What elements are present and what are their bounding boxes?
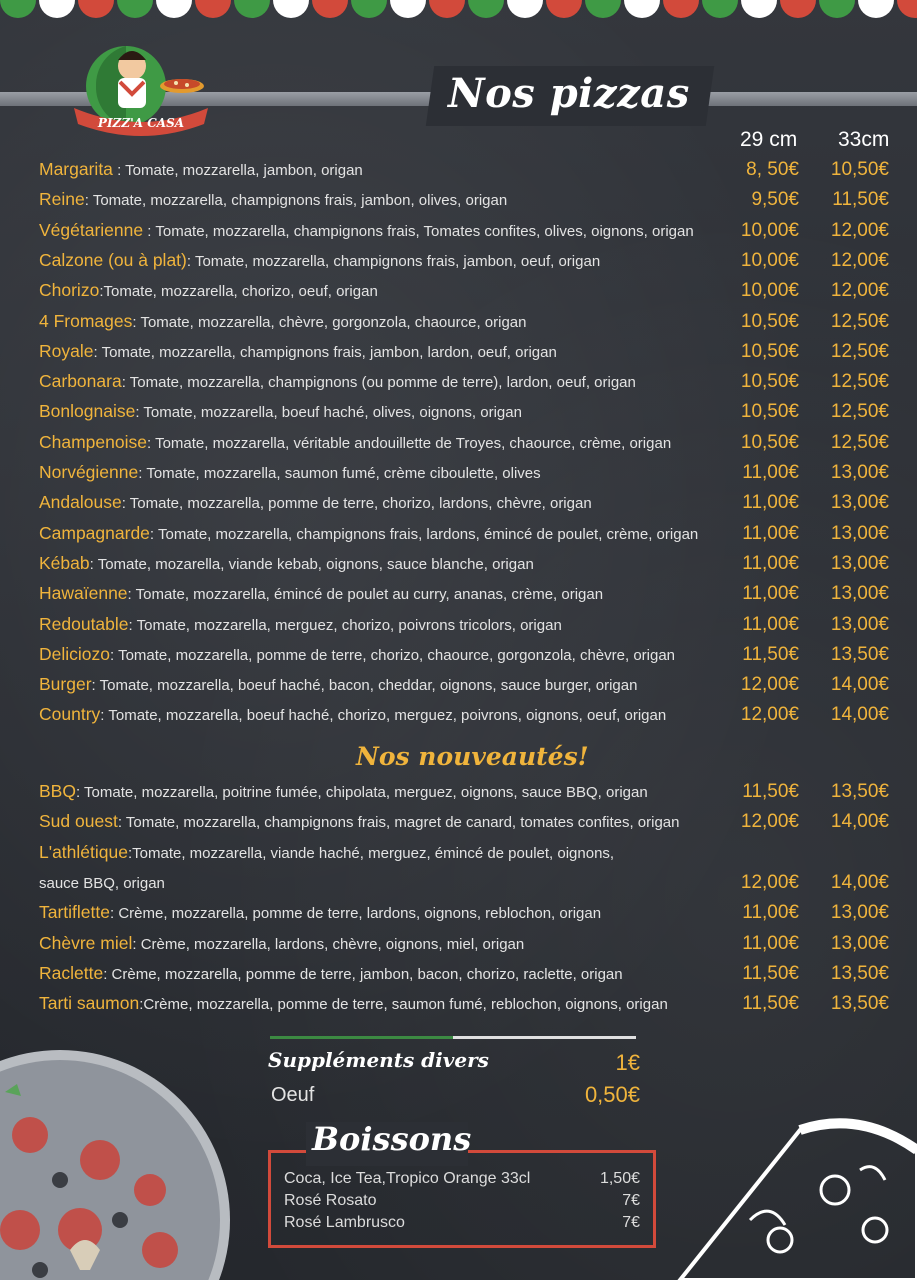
- pizza-name: Deliciozo: [39, 643, 110, 664]
- pizza-name: Redoutable: [39, 613, 129, 634]
- pizza-name: Margarita: [39, 159, 113, 179]
- pizza-name: Kébab: [39, 552, 90, 573]
- drink-item: [284, 1170, 640, 1188]
- scallop: [429, 0, 465, 18]
- pizza-description: Tomate, mozzarella, champignons frais, jambon, lardon, oeuf, origan: [101, 343, 557, 361]
- pizza-separator: :: [186, 252, 195, 270]
- price-33: 13,50€: [830, 643, 889, 665]
- drink-label: Rosé Lambrusco: [284, 1214, 405, 1231]
- price-29: 11,00€: [742, 522, 799, 544]
- menu-row: [39, 644, 889, 674]
- scallop: [234, 0, 270, 18]
- pizza-separator: :: [127, 844, 133, 862]
- pizza-separator: :: [139, 996, 144, 1014]
- price-33: 14,00€: [830, 811, 889, 833]
- price-33: 14,00€: [830, 871, 889, 893]
- pizza-name: Carbonara: [39, 371, 122, 392]
- scallop: [780, 0, 816, 18]
- scallop: [858, 0, 894, 18]
- pizza-name: Andalouse: [39, 492, 122, 513]
- price-29: 10,00€: [740, 280, 799, 302]
- drink-price: 7€: [622, 1192, 640, 1209]
- pizza-description: Tomate, mozzarella, champignons frais, jambon, oeuf, origan: [194, 252, 601, 270]
- drink-item: [284, 1214, 640, 1232]
- price-33: 12,50€: [830, 401, 889, 423]
- pizza-description: Tomate, mozzarella, champignons frais, lardons, émincé de poulet, crème, origan: [157, 525, 699, 543]
- menu-row: [39, 311, 889, 341]
- menu-row: [39, 432, 889, 462]
- pizza-name: Végétarienne: [39, 219, 144, 240]
- supplements-title: Suppléments divers: [268, 1048, 489, 1072]
- pizza-separator: :: [110, 905, 119, 923]
- price-33: 13,00€: [830, 613, 889, 635]
- scallop: [390, 0, 426, 18]
- menu-row: [39, 280, 889, 310]
- pizza-slice-icon: [660, 1110, 917, 1280]
- scallop: [273, 0, 309, 18]
- price-33: 13,50€: [830, 962, 889, 984]
- svg-text:PIZZ'A CASA: PIZZ'A CASA: [97, 116, 185, 130]
- menu-row: [39, 189, 889, 219]
- pizza-description: Tomate, mozzarella, viande haché, merguez, émincé de poulet, oignons,: [132, 844, 615, 862]
- pizza-name: Calzone (ou à plat): [39, 249, 187, 270]
- price-29: 12,00€: [740, 674, 799, 696]
- price-33: 12,00€: [830, 249, 889, 271]
- menu-row: [39, 583, 889, 613]
- price-29: 10,50€: [740, 340, 799, 362]
- pizza-description: Tomate, mozzarella, boeuf haché, chorizo, merguez, poivrons, oignons, oeuf, origan: [108, 707, 667, 725]
- price-33: 10,50€: [830, 159, 889, 180]
- price-33: 14,00€: [830, 704, 889, 726]
- news-title: Nos nouveautés!: [356, 742, 589, 771]
- pizza-name: BBQ: [39, 781, 76, 801]
- pizza-name: Norvégienne: [39, 462, 139, 482]
- pizza-description: Tomate, mozzarella, jambon, origan: [125, 162, 363, 179]
- size-29-header: 29 cm: [740, 128, 798, 151]
- price-29: 11,00€: [742, 552, 799, 574]
- pizza-separator: :: [89, 555, 98, 573]
- price-33: 13,00€: [830, 552, 889, 574]
- pizza-separator: :: [93, 343, 102, 361]
- price-33: 12,50€: [830, 371, 889, 393]
- scallop: [117, 0, 153, 18]
- pizza-separator: :: [121, 495, 130, 513]
- price-29: 11,00€: [742, 583, 799, 605]
- menu-row: [39, 811, 889, 841]
- menu-row: [39, 159, 889, 189]
- price-33: 13,50€: [830, 781, 889, 802]
- scallop: [624, 0, 660, 18]
- menu-row: [39, 220, 889, 250]
- menu-row: [39, 523, 889, 553]
- pizza-description: Crème, mozzarella, pomme de terre, jambon, bacon, chorizo, raclette, origan: [111, 965, 623, 983]
- pizza-separator: :: [99, 283, 104, 301]
- price-29: 11,00€: [742, 462, 799, 483]
- pizza-description: Tomate, mozzarella, merguez, chorizo, poivrons tricolors, origan: [136, 616, 562, 634]
- price-29: 10,00€: [740, 249, 799, 271]
- menu-row: [39, 553, 889, 583]
- pizza-illustration-icon: [0, 1040, 230, 1280]
- pizza-name: 4 Fromages: [39, 310, 133, 331]
- scallop: [702, 0, 738, 18]
- menu-row: [39, 993, 889, 1023]
- menu-row: [39, 492, 889, 522]
- drinks-title: Boissons: [312, 1120, 472, 1158]
- pizza-separator: :: [112, 162, 126, 179]
- menu-row: [39, 963, 889, 993]
- menu-row: [39, 614, 889, 644]
- scallop: [0, 0, 36, 18]
- price-33: 12,50€: [830, 340, 889, 362]
- price-33: 13,00€: [830, 522, 889, 544]
- pizza-description: Tomate, mozzarella, chorizo, oeuf, origan: [103, 283, 378, 301]
- pizza-separator: :: [138, 465, 147, 482]
- pizza-separator: :: [149, 525, 158, 543]
- pizza-description: Tomate, mozzarella, boeuf haché, bacon, cheddar, oignons, sauce burger, origan: [99, 677, 638, 695]
- price-33: 14,00€: [830, 674, 889, 696]
- pizza-description: Tomate, mozzarella, poitrine fumée, chipolata, merguez, oignons, sauce BBQ, origan: [84, 784, 648, 801]
- pizza-description: Tomate, mozzarella, champignons (ou pomme de terre), lardon, oeuf, origan: [129, 374, 636, 392]
- scallop: [741, 0, 777, 18]
- price-33: 13,00€: [830, 492, 889, 514]
- price-29: 11,00€: [742, 613, 799, 635]
- scallop: [351, 0, 387, 18]
- price-29: 10,50€: [740, 431, 799, 453]
- price-33: 13,00€: [830, 902, 889, 924]
- menu-row: [39, 781, 889, 811]
- pizza-name: Reine: [39, 189, 85, 210]
- price-29: 11,00€: [742, 932, 799, 954]
- pizza-separator: :: [132, 935, 141, 953]
- price-29: 11,50€: [742, 781, 799, 802]
- pizza-description: Tomate, mozzarella, émincé de poulet au curry, ananas, crème, origan: [135, 586, 604, 604]
- price-29: 11,00€: [742, 492, 799, 514]
- pizza-separator: :: [143, 222, 156, 240]
- menu-row: [39, 462, 889, 492]
- price-29: 11,00€: [742, 902, 799, 924]
- divider: [270, 1036, 636, 1039]
- price-29: 12,00€: [740, 871, 799, 893]
- menu-row: [39, 872, 889, 902]
- drink-label: Coca, Ice Tea,Tropico Orange 33cl: [284, 1170, 531, 1187]
- page-title: Nos pizzas: [448, 70, 690, 117]
- pizza-separator: :: [91, 677, 100, 695]
- pizza-description: Tomate, mozzarella, chèvre, gorgonzola, chaource, origan: [140, 313, 527, 331]
- pizza-name: Sud ouest: [39, 811, 118, 832]
- price-29: 12,00€: [740, 704, 799, 726]
- pizza-name: Tarti saumon: [39, 993, 140, 1014]
- price-29: 11,50€: [742, 962, 799, 984]
- drink-item: [284, 1192, 640, 1210]
- price-29: 10,50€: [740, 401, 799, 423]
- price-29: 10,50€: [740, 310, 799, 332]
- price-29: 10,00€: [740, 219, 799, 241]
- pizza-description: Tomate, mozzarella, pomme de terre, chorizo, chaource, gorgonzola, chèvre, origan: [118, 646, 676, 664]
- scallop: [897, 0, 917, 18]
- pizza-separator: :: [146, 434, 156, 452]
- pizza-name: Hawaïenne: [39, 583, 128, 604]
- price-29: 11,50€: [742, 643, 799, 665]
- scallop: [819, 0, 855, 18]
- price-33: 12,50€: [830, 431, 889, 453]
- supplement-item: Oeuf: [271, 1084, 315, 1106]
- pizza-name: Campagnarde: [39, 522, 150, 543]
- price-33: 12,00€: [830, 219, 889, 241]
- pizza-description: Tomate, mozzarella, champignons frais, jambon, olives, origan: [92, 192, 508, 210]
- drink-price: 7€: [622, 1214, 640, 1231]
- scallop: [507, 0, 543, 18]
- price-29: 9,50€: [751, 189, 799, 211]
- pizza-separator: :: [132, 313, 141, 331]
- pizza-description: Tomate, mozzarella, saumon fumé, crème ciboulette, olives: [146, 465, 541, 482]
- pizza-description: Tomate, mozzarella, pomme de terre, chorizo, lardons, chèvre, origan: [129, 495, 592, 513]
- pizza-name: L'athlétique: [39, 841, 128, 862]
- menu-row: [39, 842, 889, 872]
- price-33: 11,50€: [832, 189, 889, 211]
- pizza-separator: :: [110, 646, 119, 664]
- pizza-description: Crème, mozzarella, lardons, chèvre, oignons, miel, origan: [140, 935, 525, 953]
- pizza-name: Raclette: [39, 962, 104, 983]
- price-29: 12,00€: [740, 811, 799, 833]
- menu-row: [39, 401, 889, 431]
- pizza-name: Country: [39, 704, 101, 725]
- scallop: [195, 0, 231, 18]
- pizza-name: Burger: [39, 674, 92, 695]
- pizza-description: Tomate, mozzarella, véritable andouillette de Troyes, chaource, crème, origan: [155, 434, 672, 452]
- pizza-separator: :: [117, 814, 126, 832]
- pizza-description: Tomate, mozzarella, boeuf haché, olives, oignons, origan: [143, 404, 522, 422]
- pizza-name: Chorizo: [39, 280, 100, 301]
- price-29: 10,50€: [740, 371, 799, 393]
- scallop: [546, 0, 582, 18]
- scallop: [39, 0, 75, 18]
- pizza-separator: :: [84, 192, 93, 210]
- menu-row: [39, 250, 889, 280]
- chef-logo-icon: [66, 36, 216, 136]
- price-33: 12,00€: [830, 280, 889, 302]
- menu-row: [39, 704, 889, 734]
- scallop: [156, 0, 192, 18]
- drink-price: 1,50€: [599, 1170, 640, 1187]
- price-33: 12,50€: [830, 310, 889, 332]
- pizza-separator: :: [128, 616, 137, 634]
- price-33: 13,50€: [830, 993, 889, 1015]
- pizza-name: Tartiflette: [39, 902, 110, 923]
- pizza-name: Champenoise: [39, 431, 147, 452]
- pizza-name: Chèvre miel: [39, 932, 133, 953]
- size-33-header: 33cm: [838, 128, 890, 151]
- supplements-price: 1€: [615, 1050, 640, 1075]
- price-29: 8, 50€: [746, 159, 799, 180]
- price-33: 13,00€: [830, 583, 889, 605]
- pizza-description: Crème, mozzarella, pomme de terre, saumon fumé, reblochon, oignons, origan: [143, 996, 668, 1014]
- scalloped-border: [0, 0, 917, 20]
- pizza-separator: :: [75, 784, 85, 801]
- pizza-name: Royale: [39, 340, 94, 361]
- pizza-description: Tomate, mozzarella, champignons frais, magret de canard, tomates confites, origan: [125, 814, 680, 832]
- scallop: [312, 0, 348, 18]
- menu-row: [39, 902, 889, 932]
- pizza-separator: :: [100, 707, 109, 725]
- menu-row: [39, 674, 889, 704]
- price-29: 11,50€: [742, 993, 799, 1015]
- pizza-separator: :: [121, 374, 130, 392]
- pizza-separator: :: [127, 586, 136, 604]
- menu-row: [39, 933, 889, 963]
- supplement-item-price: 0,50€: [584, 1082, 640, 1107]
- drink-label: Rosé Rosato: [284, 1192, 377, 1209]
- menu-row: [39, 341, 889, 371]
- menu-row: [39, 371, 889, 401]
- price-33: 13,00€: [830, 932, 889, 954]
- pizza-name: Bonlognaise: [39, 401, 136, 422]
- price-33: 13,00€: [830, 462, 889, 483]
- scallop: [585, 0, 621, 18]
- pizza-separator: :: [103, 965, 112, 983]
- scallop: [663, 0, 699, 18]
- pizza-description: Tomate, mozzarella, champignons frais, Tomates confites, olives, oignons, origan: [155, 222, 694, 240]
- pizza-description: sauce BBQ, origan: [39, 874, 165, 892]
- pizza-separator: :: [135, 404, 144, 422]
- scallop: [468, 0, 504, 18]
- pizza-description: Tomate, mozarella, viande kebab, oignons, sauce blanche, origan: [97, 555, 534, 573]
- scallop: [78, 0, 114, 18]
- pizza-description: Crème, mozzarella, pomme de terre, lardons, oignons, reblochon, origan: [118, 905, 602, 923]
